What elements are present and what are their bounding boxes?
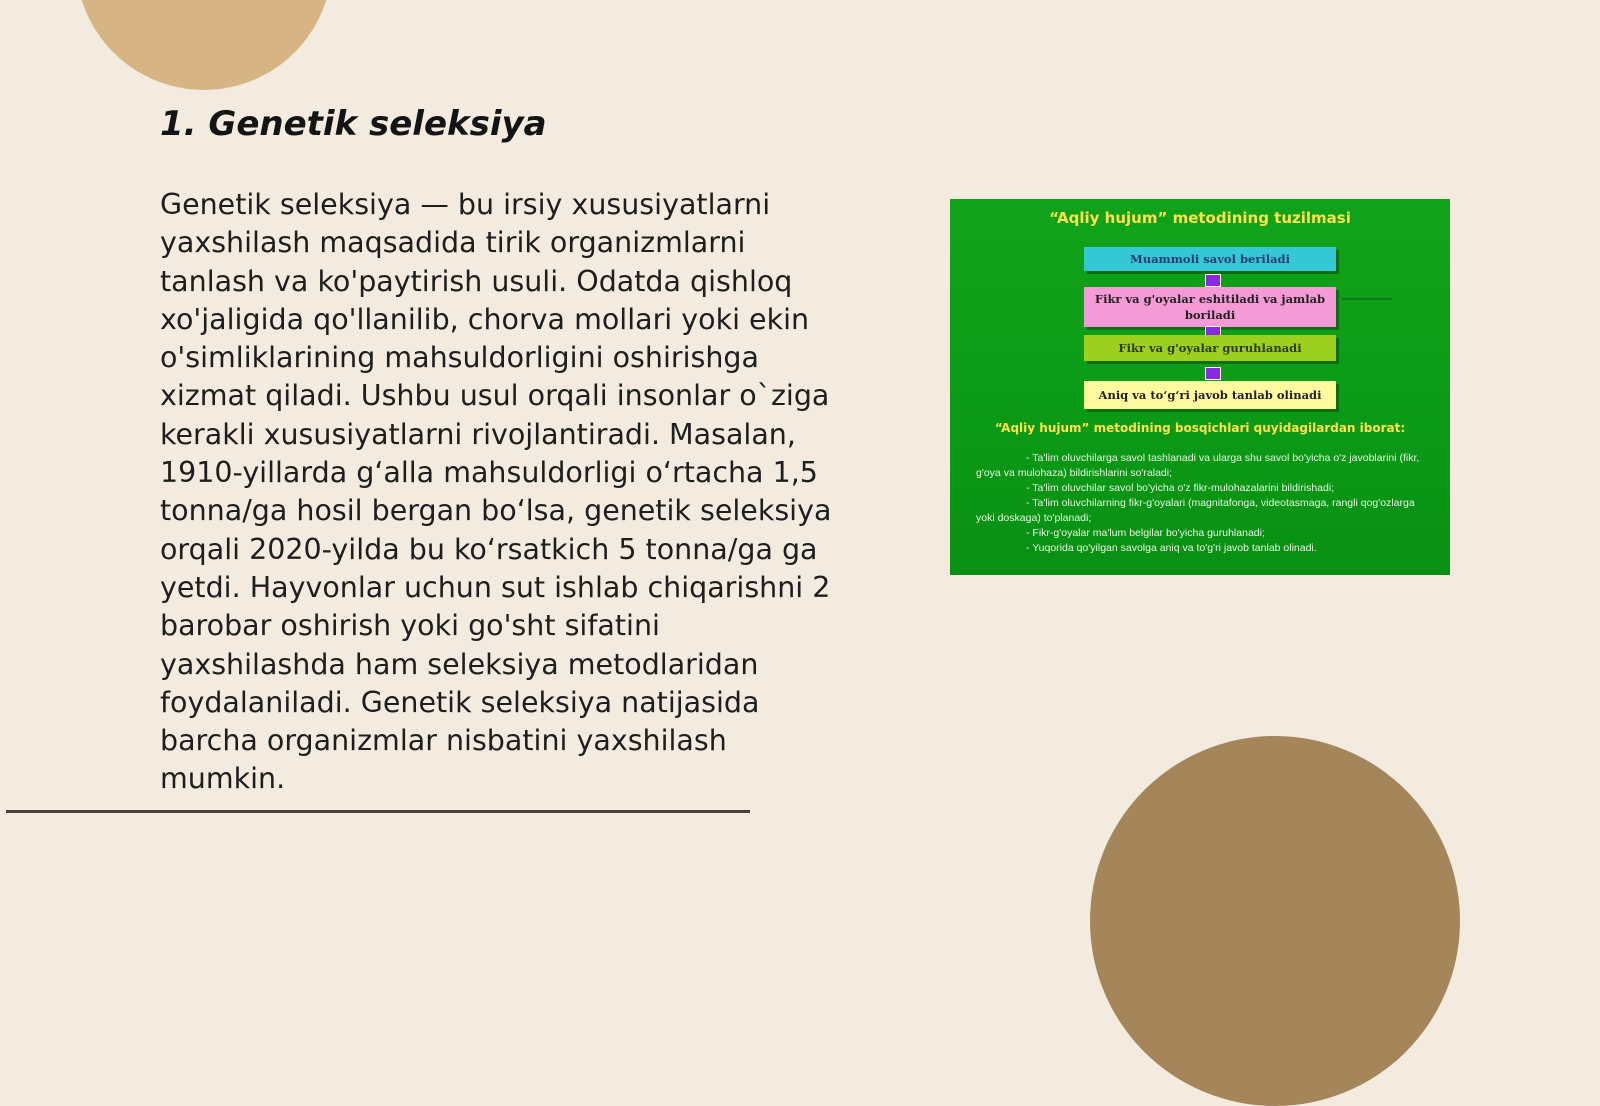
down-arrow-icon	[1205, 367, 1221, 380]
list-item: - Fikr-g'oyalar ma'lum belgilar bo'yicha guruhlanadi;	[1026, 527, 1265, 539]
diagram-subtitle: “Aqliy hujum” metodining bosqichlari quyidagilardan iborat:	[994, 421, 1406, 435]
diagram-step-4: Aniq va to‘g‘ri javob tanlab olinadi	[1084, 381, 1336, 409]
list-item: - Ta'lim oluvchilar savol bo'yicha o'z fikr-mulohazalarini bildirishadi;	[1026, 482, 1335, 494]
decorative-circle-bottom	[1090, 736, 1460, 1106]
diagram-step-1: Muammoli savol beriladi	[1084, 247, 1336, 271]
diagram-step-3: Fikr va g'oyalar guruhlanadi	[1084, 335, 1336, 361]
list-item: - Ta'lim oluvchilarning fikr-g'oyalari (magnitafonga, videotasmaga, rangli qog'ozlarga yoki doskaga) to'planadi;	[976, 497, 1415, 524]
list-item: - Yuqorida qo'yilgan savolga aniq va to'g'ri javob tanlab olinadi.	[1026, 542, 1317, 554]
list-item: - Ta'lim oluvchilarga savol tashlanadi va ularga shu savol bo'yicha o'z javoblarini (fikr, g'oya va mulohaza) bildirishlarini so'raladi;	[976, 452, 1420, 479]
brainstorm-diagram-image	[950, 199, 1450, 575]
slide-body-text: Genetik seleksiya — bu irsiy xususiyatlarni yaxshilash maqsadida tirik organizmlarni tanlash va ko'paytirish usuli. Odatda qishloq xo'jaligida qo'llanilib, chorva mollari yoki ekin o'simliklarining mahsuldorligini oshirishga xizmat qiladi. Ushbu usul orqali insonlar o`ziga kerakli xususiyatlarni rivojlantiradi. Masalan, 1910-yillarda g‘alla mahsuldorligi o‘rtacha 1,5 tonna/ga hosil bergan bo‘lsa, genetik seleksiya orqali 2020-yilda bu ko‘rsatkich 5 tonna/ga ga yetdi. Hayvonlar uchun sut ishlab chiqarishni 2 barobar oshirish yoki go'sht sifatini yaxshilashda ham seleksiya metodlaridan foydalaniladi. Genetik seleksiya natijasida barcha organizmlar nisbatini yaxshilash mumkin.	[160, 188, 832, 796]
decorative-circle-top	[76, 0, 332, 90]
down-arrow-icon	[1205, 274, 1221, 287]
slide-title: 1. Genetik seleksiya	[160, 104, 547, 144]
diagram-title: “Aqliy hujum” metodining tuzilmasi	[1049, 209, 1351, 227]
diagram-list	[976, 451, 1436, 556]
diagram-connector-line	[1342, 298, 1392, 300]
diagram-step-2: Fikr va g'oyalar eshitiladi va jamlab boriladi	[1084, 287, 1336, 327]
divider-line	[6, 810, 750, 813]
